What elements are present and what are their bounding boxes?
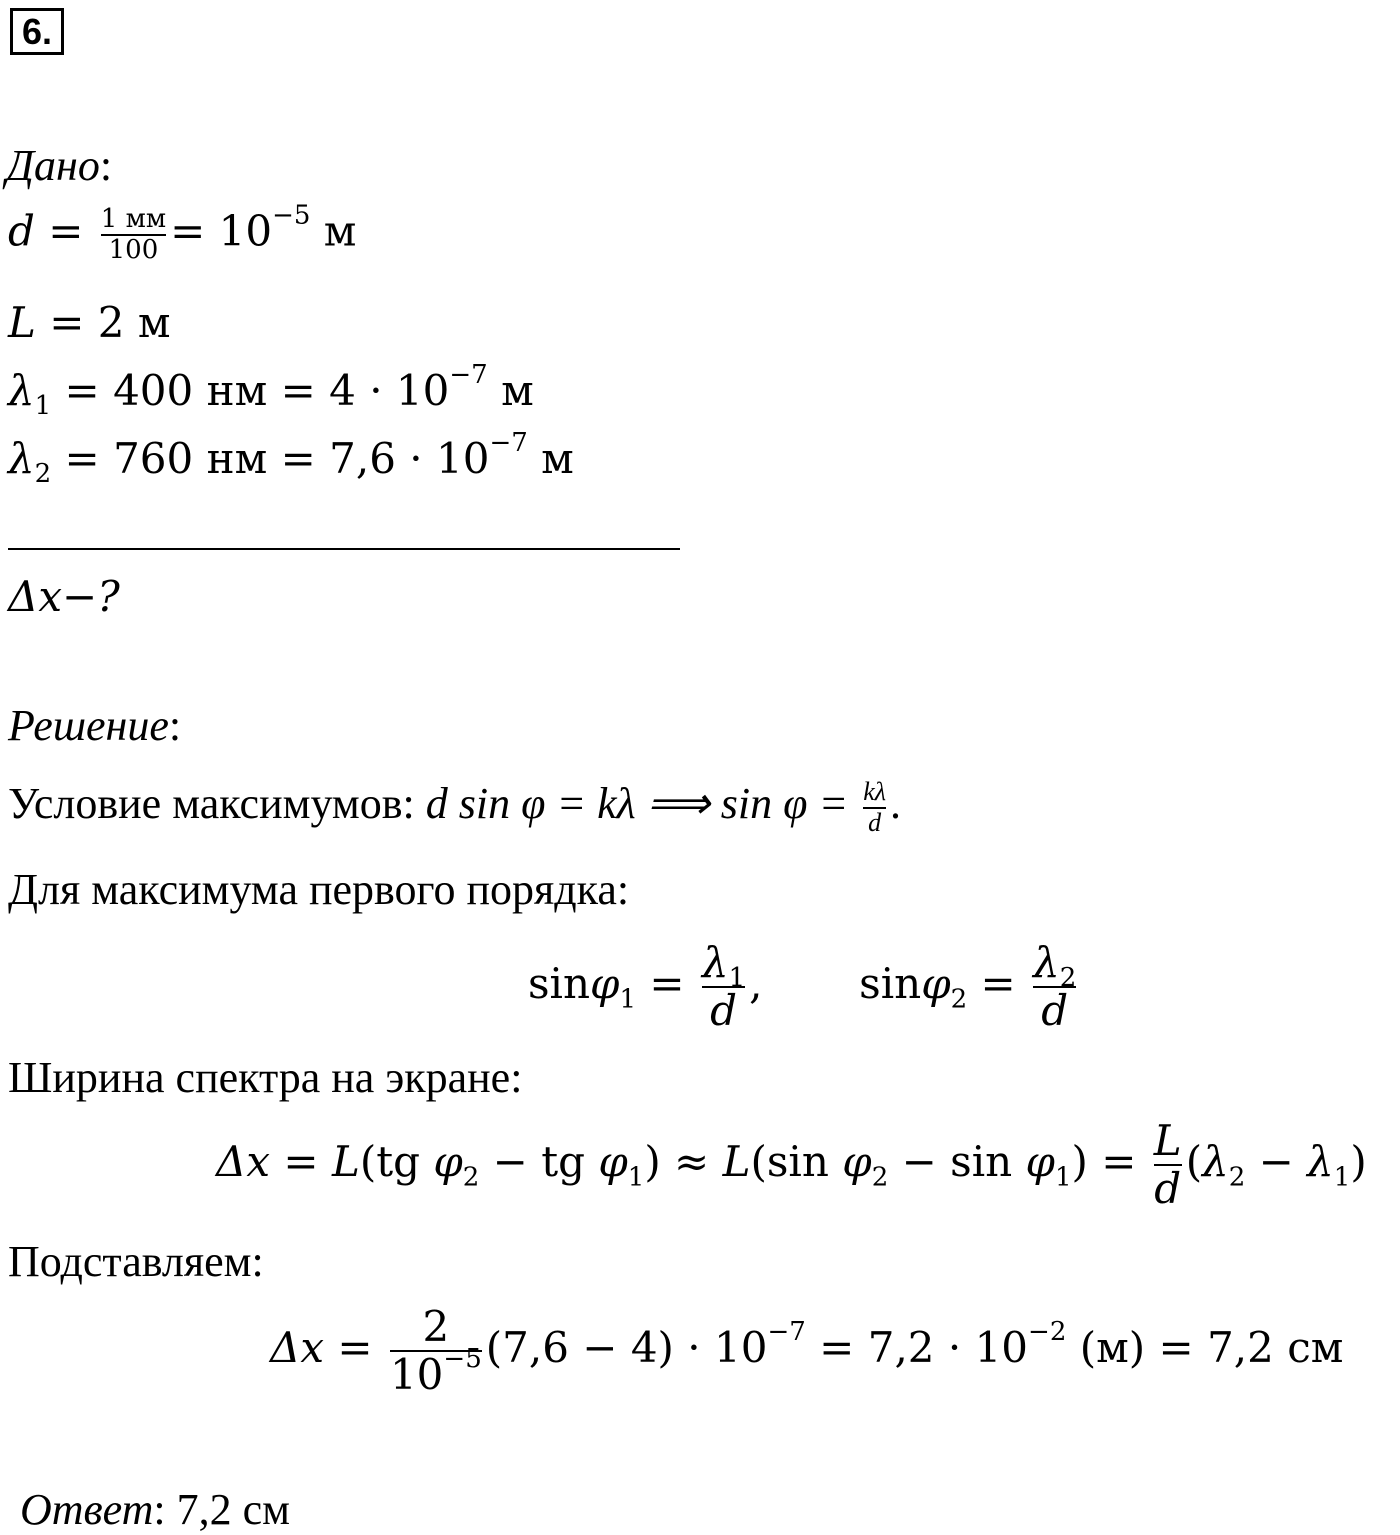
given-lambda2: $\lambda_2 = 760$ нм = $7,6 \cdot 10^{-7}$ м	[8, 427, 574, 490]
k-lambda-over-d: $\frac{k\lambda}{d}$	[863, 777, 886, 837]
given-divider	[8, 548, 680, 550]
width-formula: Δx = L(tg $\varphi_2$ − tg $\varphi_1) \approx L(\sin$ $\varphi_2 - \sin \varphi_1$) = $\frac{L}{d}$ $(\lambda_2 - \lambda_1)$	[216, 1116, 1367, 1214]
given-L: L = 2 м	[8, 298, 171, 347]
given-d: d = $\frac{1 мм}{100}$ = $10^{-5}$ м	[8, 200, 357, 265]
answer-value: : 7,2 см	[153, 1485, 290, 1534]
answer-line	[20, 1484, 290, 1535]
spectrum-width-text: Ширина спектра на экране:	[8, 1053, 523, 1102]
problem-number: 6.	[10, 8, 64, 55]
given-lambda1: $\lambda_1 = 400$ нм = $4 \cdot 10^{-7}$ м	[8, 359, 534, 422]
given-heading: Дано:	[6, 141, 113, 190]
solution-label: Решение	[8, 701, 169, 750]
maxima-condition: Условие максимумов: d sin φ = kλ ⟹ sin φ = $\frac{k\lambda}{d}$ .	[8, 777, 901, 837]
find-quantity: Δx−?	[8, 572, 120, 621]
first-order-text: Для максимума первого порядка:	[8, 865, 630, 914]
d-fraction: $\frac{1 мм}{100}$	[100, 204, 167, 265]
solution-heading: Решение:	[8, 701, 182, 750]
substitution-formula: Δx = $\frac{2}{10^{-5}}$ $(7,6 - 4) \cdot 10^{-7} = 7,2 \cdot 10^{-2}$ (м) = 7,2 см	[270, 1302, 1344, 1400]
given-label: Дано	[6, 141, 100, 190]
sin-phi-formulas: sinφ$_1$ = $\frac{\lambda_1}{d}$ , sinφ$_2$ = $\frac{\lambda_2}{d}$	[528, 938, 1077, 1036]
substitute-text: Подставляем:	[8, 1237, 264, 1286]
answer-label: Ответ	[20, 1485, 154, 1534]
